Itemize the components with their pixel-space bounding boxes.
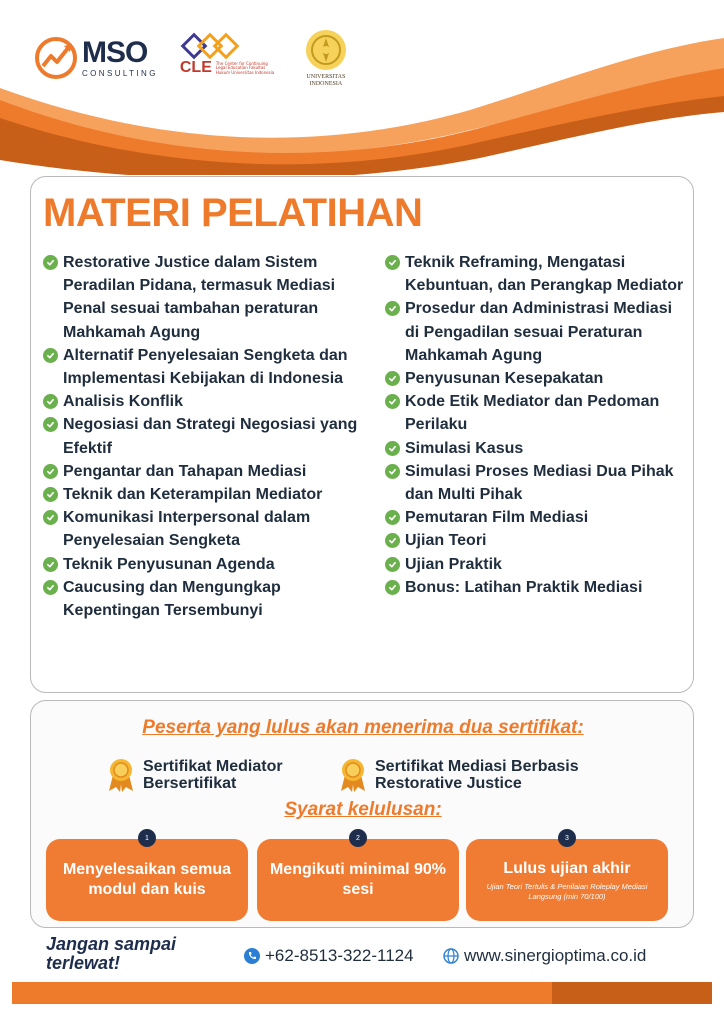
- mso-logo: [34, 36, 158, 80]
- materi-item: [385, 576, 690, 599]
- materi-item-text: Analisis Konflik: [63, 393, 184, 411]
- cle-title: CLE: [179, 59, 212, 76]
- materi-item: [385, 251, 690, 297]
- makara-seal-icon: [304, 28, 348, 72]
- check-icon: [43, 510, 58, 525]
- materi-item-text: Simulasi Kasus: [405, 439, 524, 457]
- requirement-text: Lulus ujian akhir: [503, 859, 631, 877]
- requirement-subtext: Ujian Teori Tertulis & Penilaian Roleplay Mediasi Langsung (min 70/100): [486, 881, 648, 901]
- mso-mark-icon: [34, 36, 78, 80]
- check-icon: [385, 301, 400, 316]
- requirement-card: [46, 834, 248, 921]
- check-icon: [43, 255, 58, 270]
- check-icon: [43, 348, 58, 363]
- materi-item-text: Teknik Reframing, Mengatasi Kebuntuan, dan Perangkap Mediator: [405, 254, 684, 295]
- footer-bar: [12, 982, 712, 1004]
- materi-item-text: Ujian Teori: [405, 532, 487, 550]
- materi-item-text: Kode Etik Mediator dan Pedoman Perilaku: [405, 393, 660, 434]
- materi-item: [385, 437, 690, 460]
- requirement-number: 3: [558, 829, 576, 847]
- materi-title: MATERI PELATIHAN: [43, 191, 423, 235]
- check-icon: [385, 464, 400, 479]
- requirement-number: 1: [138, 829, 156, 847]
- medal-icon: [339, 757, 367, 793]
- cle-description: The Center for Continuing Legal Education Fakultas Hukum Universitas Indonesia: [215, 60, 275, 76]
- website-link[interactable]: www.sinergioptima.co.id: [464, 946, 647, 965]
- header: [0, 0, 724, 175]
- certificate-label: Sertifikat Mediasi Berbasis Restorative Justice: [375, 758, 579, 792]
- cle-mark-icon: [180, 32, 240, 62]
- check-icon: [385, 533, 400, 548]
- check-icon: [43, 417, 58, 432]
- materi-list-left: [43, 251, 363, 622]
- materi-item-text: Simulasi Proses Mediasi Dua Pihak dan Multi Pihak: [405, 462, 674, 504]
- certificate-label: Sertifikat Mediator Bersertifikat: [143, 758, 283, 792]
- check-icon: [385, 255, 400, 270]
- requirement-text: Mengikuti minimal 90% sesi: [269, 861, 447, 898]
- check-icon: [385, 510, 400, 525]
- sertifikat-card: [30, 700, 694, 928]
- ui-name-line1: UNIVERSITAS: [306, 74, 346, 80]
- check-icon: [43, 394, 58, 409]
- materi-item: [43, 390, 363, 413]
- mso-subtitle: CONSULTING: [82, 69, 158, 78]
- medal-icon: [107, 757, 135, 793]
- materi-item-text: Teknik Penyusunan Agenda: [63, 555, 275, 573]
- requirement-number: 2: [349, 829, 367, 847]
- materi-item-text: Bonus: Latihan Praktik Mediasi: [405, 578, 643, 596]
- sertifikat-title: Peserta yang lulus akan menerima dua sertifikat:: [142, 717, 584, 738]
- materi-item: [43, 576, 363, 622]
- materi-item-text: Caucusing dan Mengungkap Kepentingan Tersembunyi: [63, 578, 281, 620]
- ui-logo: [304, 28, 348, 88]
- check-icon: [385, 371, 400, 386]
- cle-logo: [180, 32, 278, 76]
- materi-item-text: Teknik dan Keterampilan Mediator: [63, 486, 323, 504]
- website-contact[interactable]: [443, 946, 646, 966]
- check-icon: [385, 580, 400, 595]
- materi-item: [43, 413, 363, 459]
- check-icon: [43, 557, 58, 572]
- requirement-text: Menyelesaikan semua modul dan kuis: [62, 861, 232, 898]
- materi-item: [385, 297, 690, 367]
- requirement-card: [257, 834, 459, 921]
- check-icon: [43, 487, 58, 502]
- check-icon: [385, 394, 400, 409]
- materi-item-text: Pemutaran Film Mediasi: [405, 509, 589, 527]
- materi-item-text: Negosiasi dan Strategi Negosiasi yang Efektif: [63, 416, 358, 457]
- partner-logos: [34, 28, 348, 98]
- materi-item: [43, 553, 363, 576]
- syarat-title: Syarat kelulusan:: [284, 799, 442, 820]
- materi-item-text: Prosedur dan Administrasi Mediasi di Pengadilan sesuai Peraturan Mahkamah Agung: [405, 300, 673, 364]
- materi-card: [30, 176, 694, 693]
- materi-item: [43, 506, 363, 552]
- materi-item: [43, 251, 363, 344]
- phone-contact[interactable]: [244, 946, 414, 966]
- materi-item-text: Alternatif Penyelesaian Sengketa dan Implementasi Kebijakan di Indonesia: [63, 346, 348, 388]
- materi-item: [385, 553, 690, 576]
- ui-name-line2: INDONESIA: [309, 81, 343, 88]
- check-icon: [43, 464, 58, 479]
- materi-item-text: Ujian Praktik: [405, 555, 502, 573]
- check-icon: [385, 557, 400, 572]
- mso-title: MSO: [82, 36, 148, 69]
- globe-icon: [443, 948, 459, 964]
- materi-item-text: Penyusunan Kesepakatan: [405, 370, 604, 388]
- materi-item-text: Komunikasi Interpersonal dalam Penyelesaian Sengketa: [63, 509, 311, 550]
- certificate-item: [107, 757, 313, 793]
- materi-item: [43, 460, 363, 483]
- materi-item: [385, 529, 690, 552]
- certificate-item: [339, 757, 625, 793]
- materi-item-text: Pengantar dan Tahapan Mediasi: [63, 462, 307, 480]
- materi-item: [385, 390, 690, 436]
- materi-item: [385, 506, 690, 529]
- footer-slogan: Jangan sampai terlewat!: [46, 934, 177, 973]
- check-icon: [43, 580, 58, 595]
- check-icon: [385, 441, 400, 456]
- requirement-card: [466, 834, 668, 921]
- materi-item: [385, 367, 690, 390]
- phone-number[interactable]: +62-8513-322-1124: [265, 946, 414, 965]
- materi-item-text: Restorative Justice dalam Sistem Peradilan Pidana, termasuk Mediasi Penal sesuai tambahan peraturan Mahkamah Agung: [63, 254, 336, 341]
- materi-item: [43, 483, 363, 506]
- materi-item: [43, 344, 363, 390]
- materi-item: [385, 460, 690, 506]
- materi-list-right: [385, 251, 690, 599]
- phone-icon: [244, 948, 260, 964]
